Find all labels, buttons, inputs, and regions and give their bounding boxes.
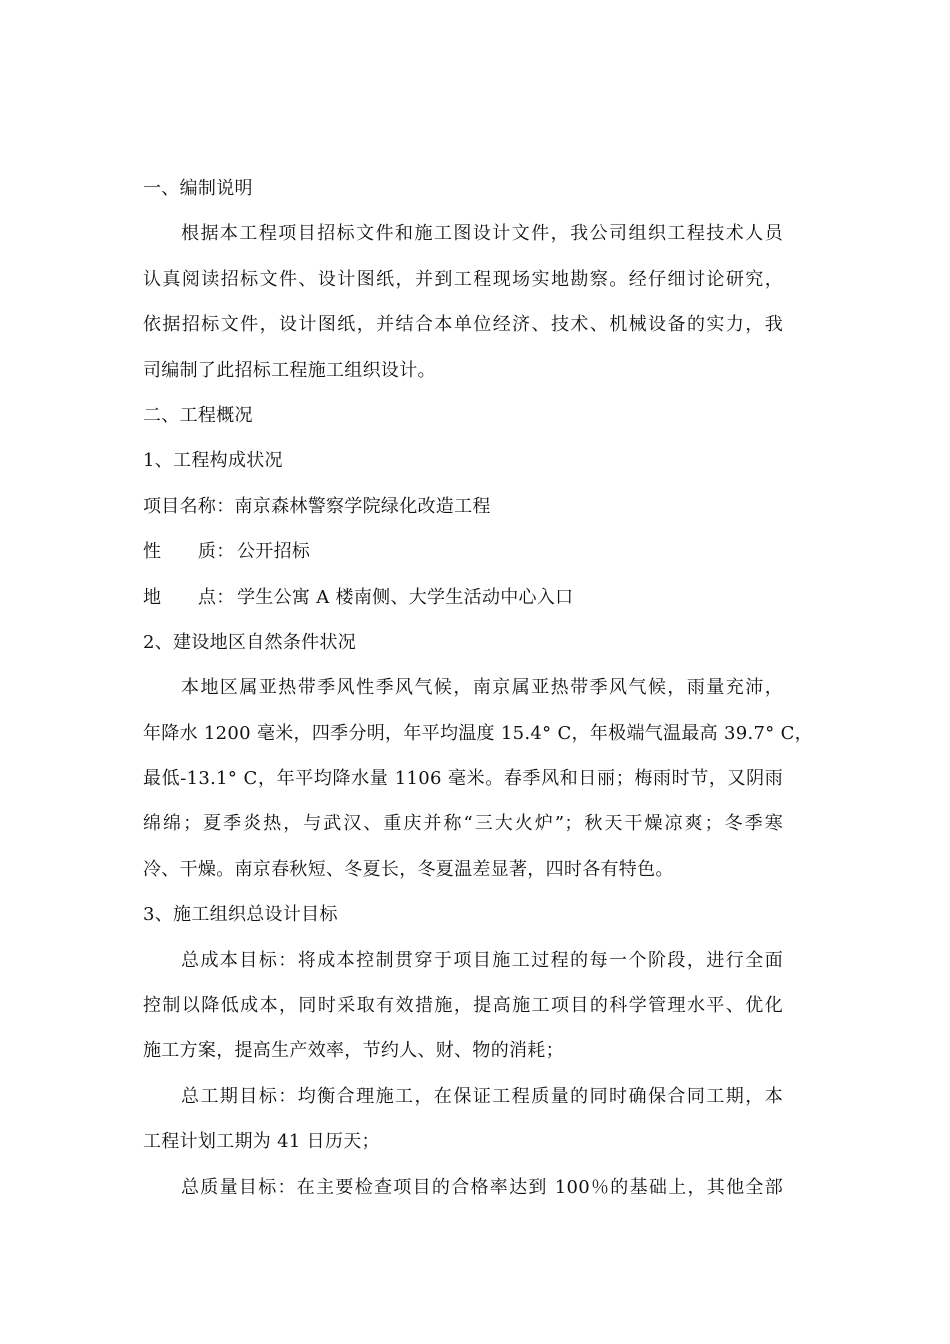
project-name-line: 项目名称：南京森林警察学院绿化改造工程: [143, 495, 491, 517]
location-value: 学生公寓 A 楼南侧、大学生活动中心入口: [237, 586, 574, 608]
nature-line: [143, 529, 783, 574]
subheading-composition: 1、工程构成状况: [143, 450, 283, 472]
subheading-design-goals: 3、施工组织总设计目标: [143, 904, 338, 926]
paragraph-line: 绵绵；夏季炎热，与武汉、重庆并称“三大火炉”；秋天干燥凉爽；冬季寒: [143, 813, 783, 835]
paragraph-line: 总工期目标：均衡合理施工，在保证工程质量的同时确保合同工期，本: [181, 1085, 783, 1107]
nature-label: 性 质：: [143, 541, 235, 563]
paragraph-line: 本地区属亚热带季风性季风气候，南京属亚热带季风气候，雨量充沛，: [181, 677, 783, 699]
paragraph-line: 总成本目标：将成本控制贯穿于项目施工过程的每一个阶段，进行全面: [181, 949, 783, 971]
paragraph-line: 施工方案，提高生产效率，节约人、财、物的消耗；: [143, 1040, 564, 1062]
location-line: [143, 575, 783, 620]
paragraph-line: 司编制了此招标工程施工组织设计。: [143, 359, 436, 381]
paragraph-line: 依据招标文件，设计图纸，并结合本单位经济、技术、机械设备的实力，我: [143, 314, 783, 336]
subheading-natural-conditions: 2、建设地区自然条件状况: [143, 631, 357, 653]
section-heading-overview: 二、工程概况: [143, 404, 253, 426]
paragraph-line: 冷、干燥。南京春秋短、冬夏长，冬夏温差显著，四时各有特色。: [143, 858, 674, 880]
paragraph-line: 总质量目标：在主要检查项目的合格率达到 100％的基础上，其他全部: [181, 1176, 783, 1198]
paragraph-line: 工程计划工期为 41 日历天；: [143, 1131, 380, 1153]
paragraph-line: 最低-13.1° C，年平均降水量 1106 毫米。春季风和日丽；梅雨时节，又阴雨: [143, 768, 783, 790]
document-body: [143, 166, 813, 1210]
paragraph-line: 年降水 1200 毫米，四季分明，年平均温度 15.4° C，年极端气温最高 39.7° C，: [143, 722, 813, 744]
nature-value: 公开招标: [237, 541, 311, 563]
paragraph-line: 认真阅读招标文件、设计图纸，并到工程现场实地勘察。经仔细讨论研究，: [143, 268, 783, 290]
section-heading-compilation: 一、编制说明: [143, 178, 253, 199]
paragraph-line: 根据本工程项目招标文件和施工图设计文件，我公司组织工程技术人员: [181, 223, 783, 245]
paragraph-line: 控制以降低成本，同时采取有效措施，提高施工项目的科学管理水平、优化: [143, 995, 783, 1017]
location-label: 地 点：: [143, 586, 235, 608]
